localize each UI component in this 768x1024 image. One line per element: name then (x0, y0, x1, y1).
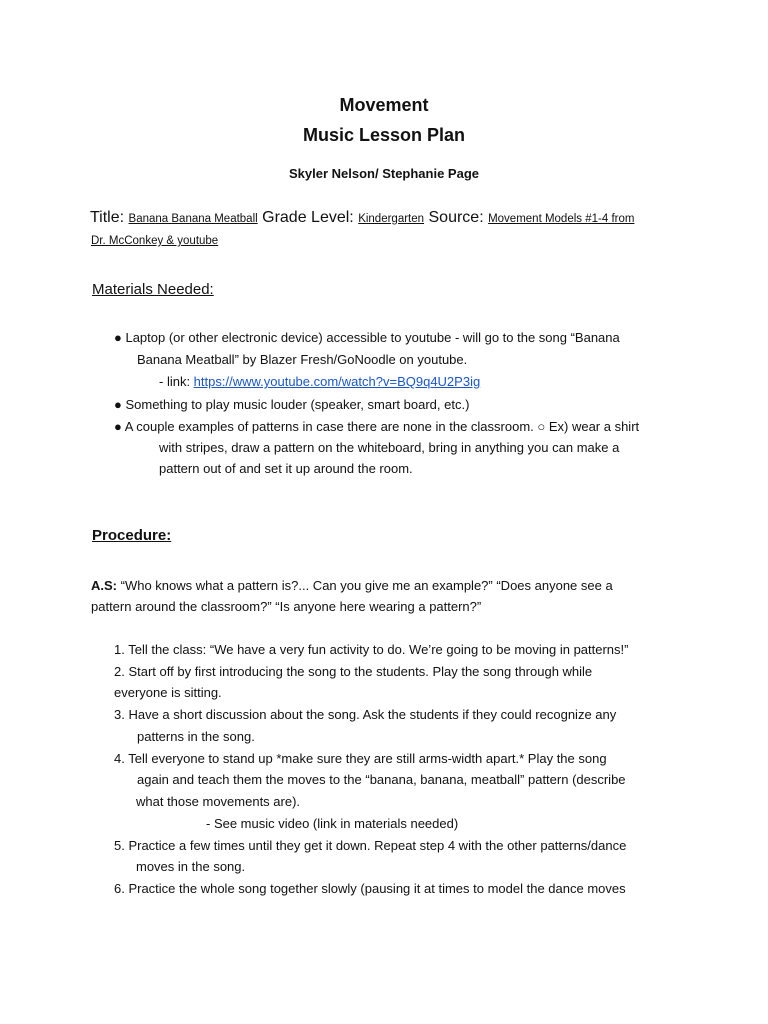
title-value: Banana Banana Meatball (128, 213, 258, 225)
materials-item-3-line-2: with stripes, draw a pattern on the whiteboard, bring in anything you can make a (159, 440, 620, 455)
title-line-1: Movement (339, 95, 429, 115)
info-line (90, 208, 634, 229)
materials-item-1-line-1: ● Laptop (or other electronic device) accessible to youtube - will go to the song “Banana (114, 330, 620, 345)
anticipatory-set-line-2: pattern around the classroom?” “Is anyone here wearing a pattern?” (91, 599, 482, 614)
step-4-line-3: what those movements are). (136, 794, 301, 809)
materials-item-3-line-1: ● A couple examples of patterns in case there are none in the classroom. ○ Ex) wear a shirt (114, 419, 640, 434)
step-4-line-2: again and teach them the moves to the “banana, banana, meatball” pattern (describe (137, 772, 626, 787)
title-label: Title: (90, 209, 129, 226)
link-prefix: - link: (159, 374, 194, 389)
step-5-line-2: moves in the song. (136, 859, 246, 874)
step-1: 1. Tell the class: “We have a very fun activity to do. We’re going to be moving in patterns!” (114, 642, 629, 657)
procedure-heading: Procedure: (92, 527, 172, 544)
source-value-line2: Dr. McConkey & youtube (91, 235, 219, 247)
materials-item-1-line-2: Banana Meatball” by Blazer Fresh/GoNoodle on youtube. (137, 352, 468, 367)
authors: Skyler Nelson/ Stephanie Page (288, 166, 480, 181)
source-value-line1: Movement Models #1-4 from (488, 213, 635, 225)
step-2-line-2: everyone is sitting. (114, 685, 222, 700)
materials-item-3-line-3: pattern out of and set it up around the room. (159, 461, 413, 476)
youtube-link[interactable]: https://www.youtube.com/watch?v=BQ9q4U2P3ig (193, 374, 481, 389)
step-6-line-1: 6. Practice the whole song together slowly (pausing it at times to model the dance moves (114, 881, 626, 896)
grade-value: Kindergarten (358, 213, 425, 225)
as-label: A.S: (91, 578, 117, 593)
step-2-line-1: 2. Start off by first introducing the song to the students. Play the song through while (114, 664, 593, 679)
materials-heading: Materials Needed: (92, 281, 214, 298)
title-line-2: Music Lesson Plan (302, 125, 466, 145)
anticipatory-set-line-1 (91, 577, 613, 594)
step-3-line-1: 3. Have a short discussion about the song. Ask the students if they could recognize any (114, 707, 617, 722)
step-5-line-1: 5. Practice a few times until they get it down. Repeat step 4 with the other patterns/dance (114, 838, 627, 853)
step-4-line-1: 4. Tell everyone to stand up *make sure they are still arms-width apart.* Play the song (114, 751, 607, 766)
step-3-line-2: patterns in the song. (137, 729, 255, 744)
step-4-line-4: - See music video (link in materials needed) (206, 816, 459, 831)
materials-item-2: ● Something to play music louder (speaker, smart board, etc.) (114, 397, 470, 412)
as-text-1: “Who knows what a pattern is?... Can you give me an example?” “Does anyone see a (117, 578, 613, 593)
materials-item-1-link-line (159, 373, 480, 390)
source-label: Source: (424, 209, 489, 226)
grade-label: Grade Level: (257, 209, 359, 226)
